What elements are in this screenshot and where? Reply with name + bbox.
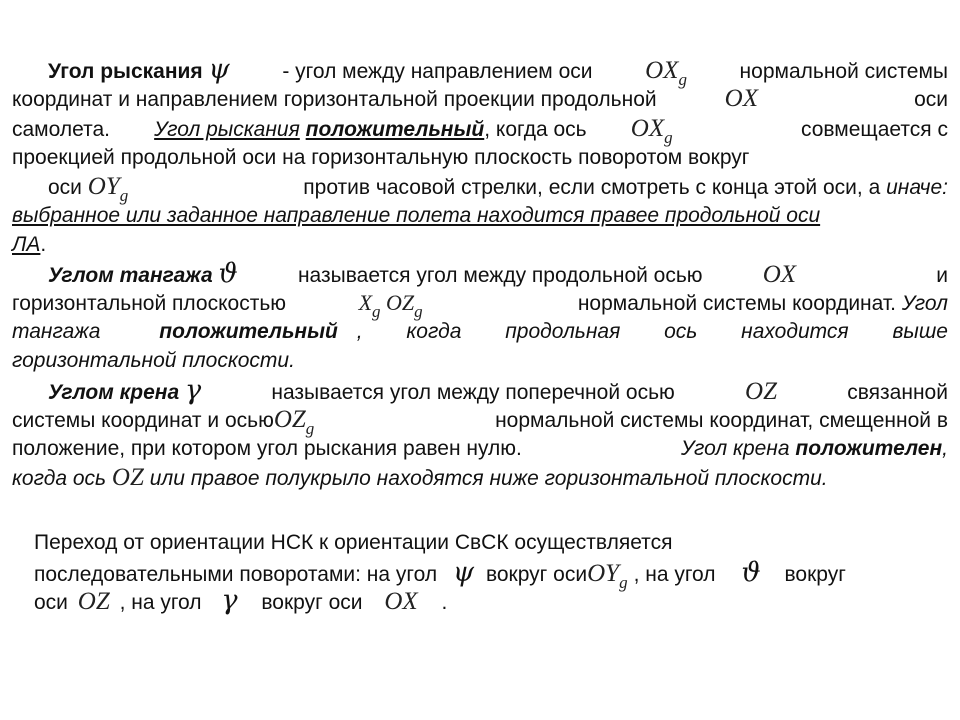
yaw-text-5: самолета. — [12, 118, 110, 141]
transition-text-1: Переход от ориентации НСК к ориентации СвСК осуществляется — [34, 531, 673, 554]
roll-text-2: связанной — [847, 381, 948, 404]
yaw-term-underlined: Угол рыскания — [154, 118, 300, 141]
yaw-text-7: совмещается с — [800, 118, 948, 141]
pitch-line-2 — [12, 290, 948, 321]
yaw-text-4: оси — [914, 88, 948, 111]
yaw-text-8: проекцией продольной оси на горизонтальную плоскость поворотом вокруг — [12, 146, 750, 169]
roll-text-3: системы координат и осью — [12, 409, 274, 432]
roll-term-2: Угол крена — [681, 437, 790, 460]
pitch-symbol: ϑ — [218, 258, 238, 289]
transition-axis-oz: OZ — [77, 588, 110, 615]
roll-line-2 — [12, 406, 948, 438]
yaw-line-3 — [12, 115, 948, 147]
transition-text-7: , на угол — [119, 591, 202, 614]
roll-text-5: положение, при котором угол рыскания равен нулю. — [12, 437, 522, 460]
yaw-positive: положительный — [305, 118, 485, 141]
roll-axis-ozg: $OZ_g$ — [273, 406, 315, 438]
roll-line-1 — [48, 375, 948, 406]
roll-text-6: когда ось — [12, 467, 107, 490]
roll-term: Углом крена — [48, 381, 180, 404]
yaw-text-2: нормальной системы — [739, 60, 948, 83]
yaw-line-7: ЛА. — [12, 233, 47, 256]
pitch-term: Углом тангажа — [48, 264, 213, 287]
yaw-term: Угол рыскания — [48, 60, 203, 83]
pitch-line-3 — [12, 319, 948, 345]
yaw-axis-oyg: $OY_g$ — [87, 173, 129, 205]
roll-line-3: положение, при котором угол рыскания равен нулю. Угол крена положителен, — [12, 437, 948, 460]
yaw-text-3: координат и направлением горизонтальной проекции продольной — [12, 88, 657, 111]
yaw-text-6: , когда ось — [484, 118, 587, 141]
transition-text-4: , на угол — [633, 563, 716, 586]
yaw-otherwise: иначе: — [886, 176, 948, 199]
transition-text-3: вокруг оси — [485, 563, 588, 586]
roll-positive: положителен — [795, 437, 943, 460]
yaw-axis-oxg: $OX_g$ — [645, 57, 687, 89]
yaw-axis-ox: OX — [724, 85, 758, 112]
roll-axis-oz-2: OZ — [111, 464, 144, 491]
yaw-text-9: оси — [48, 176, 82, 199]
yaw-text-10: против часовой стрелки, если смотреть с конца этой оси, а — [303, 176, 881, 199]
transition-axis-oyg: $OY_g$ — [587, 560, 628, 592]
pitch-text-5: Угол — [901, 292, 948, 315]
transition-line-3: оси OZ , на угол γ вокруг оси OX . — [34, 585, 448, 616]
transition-gamma: γ — [221, 585, 238, 616]
transition-line-2 — [34, 557, 846, 592]
roll-text-1: называется угол между поперечной осью — [271, 381, 675, 404]
pitch-positive: положительный — [159, 320, 338, 343]
roll-text-7: или правое полукрыло находятся ниже горизонтальной плоскости. — [149, 467, 828, 490]
transition-text-6: оси — [34, 591, 68, 614]
yaw-line-1 — [48, 54, 948, 89]
yaw-symbol: ψ — [208, 54, 230, 85]
roll-symbol: γ — [184, 375, 202, 406]
pitch-text-1: называется угол между продольной осью — [297, 264, 703, 287]
transition-theta: ϑ — [741, 557, 761, 588]
pitch-line-4: горизонтальной плоскости. — [12, 349, 295, 372]
pitch-text-8: горизонтальной плоскости — [12, 349, 290, 372]
transition-axis-ox: OX — [384, 588, 418, 615]
pitch-line-1 — [48, 258, 948, 289]
yaw-axis-oxg-2: $OX_g$ — [630, 115, 673, 147]
yaw-text-11: выбранное или заданное направление полета находится правее продольной оси — [12, 204, 821, 227]
roll-line-4 — [12, 465, 948, 492]
transition-psi: ψ — [452, 557, 475, 588]
yaw-la: ЛА — [12, 233, 41, 256]
pitch-text-4: нормальной системы координат. — [577, 292, 896, 315]
pitch-text-7: , когда продольная ось находится выше — [356, 320, 948, 343]
transition-text-8: вокруг оси — [261, 591, 363, 614]
transition-line-1 — [34, 530, 672, 556]
pitch-axis-ox: OX — [762, 261, 797, 288]
pitch-text-3: горизонтальной плоскостью — [12, 292, 287, 315]
roll-text-4: нормальной системы координат, смещенной в — [495, 409, 948, 432]
pitch-text-2: и — [936, 264, 948, 287]
yaw-line-5 — [48, 173, 948, 205]
pitch-plane-xg-ozg: $X_g$ $OZ_g$ — [358, 290, 423, 321]
yaw-line-6 — [12, 203, 948, 229]
yaw-line-4 — [12, 145, 948, 171]
yaw-text-1: - угол между направлением оси — [282, 60, 593, 83]
pitch-text-6: тангажа — [12, 320, 101, 343]
transition-text-2: последовательными поворотами: на угол — [34, 563, 438, 586]
yaw-line-2 — [12, 86, 948, 113]
transition-text-5: вокруг — [784, 563, 846, 586]
roll-axis-oz: OZ — [745, 378, 777, 405]
